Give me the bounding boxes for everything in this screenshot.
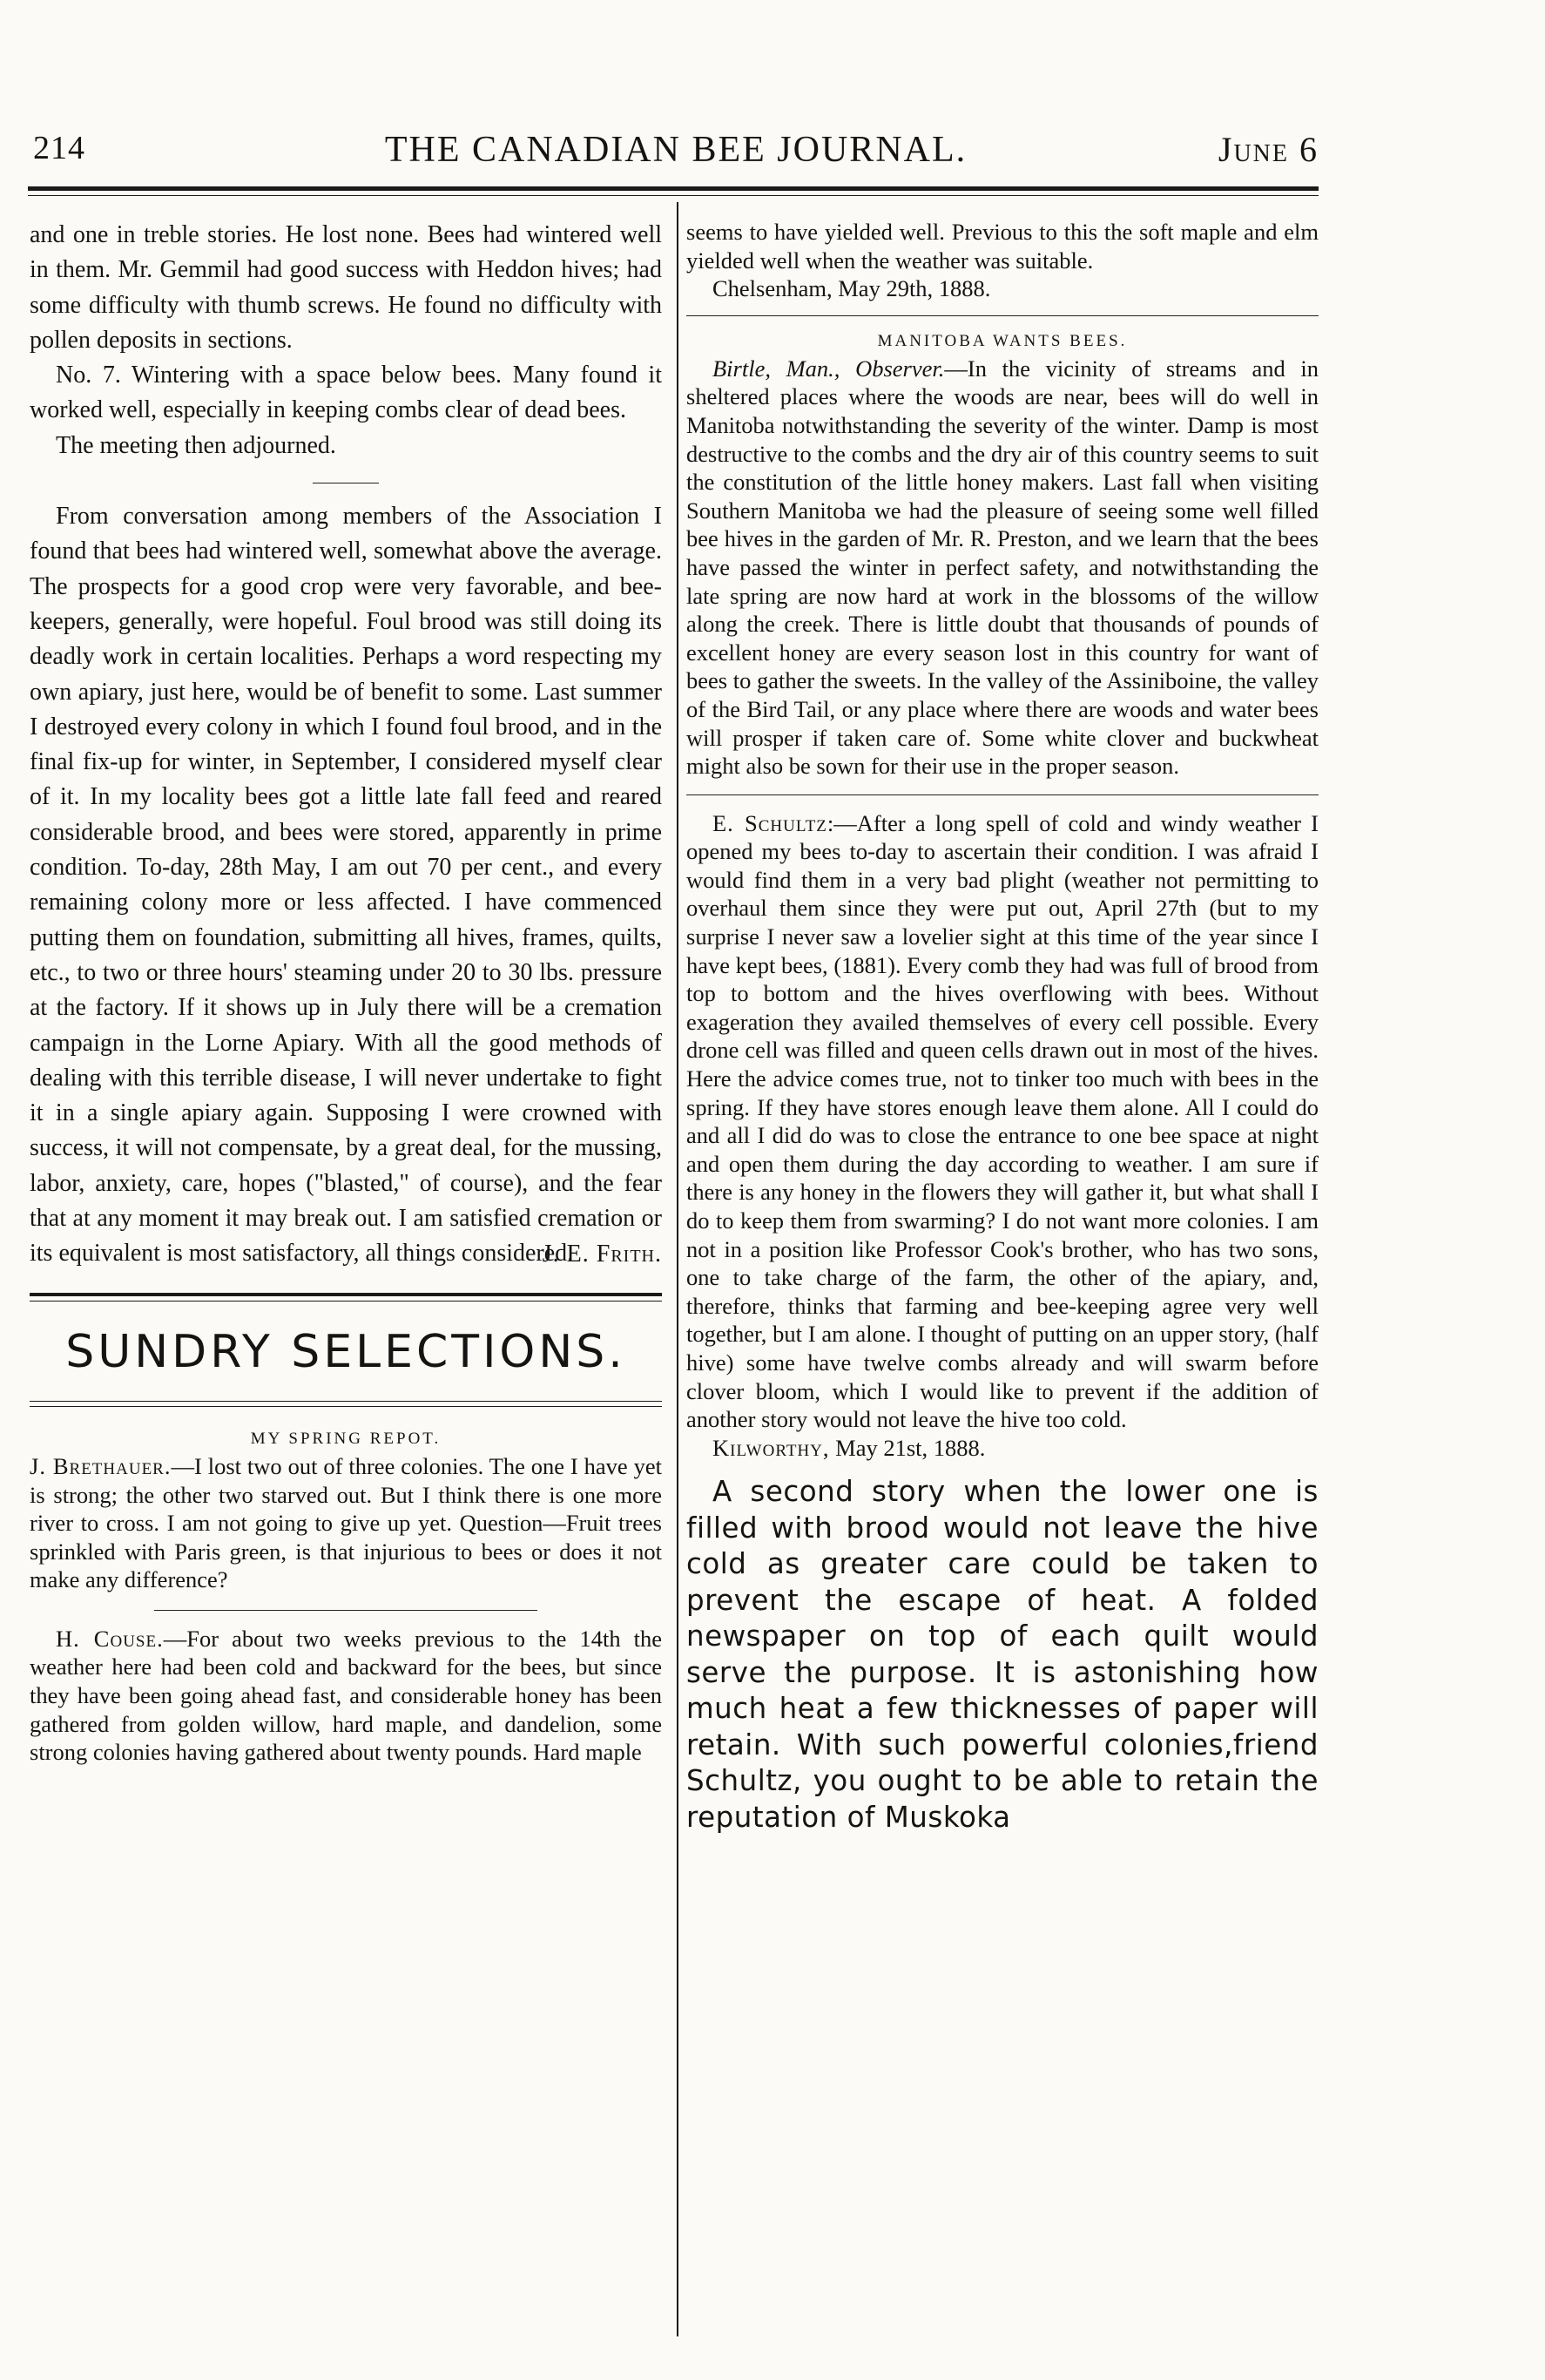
sundry-rule-bottom xyxy=(30,1401,662,1402)
journal-title: THE CANADIAN BEE JOURNAL. xyxy=(384,130,968,170)
letter-divider xyxy=(154,1610,537,1611)
couse-text: —For about two weeks previous to the 14th the weather here had been cold and backward for the bees, but since they have been going ahead fast, and considerable honey has been gathered from golden willow, hard maple, and dandelion, some strong colonies having gathered about twenty pounds. Hard maple xyxy=(30,1625,662,1766)
left-column xyxy=(30,218,662,1767)
spring-report-subhead: MY SPRING REPOT. xyxy=(250,1429,442,1448)
frith-letter-paragraph: From conversation among members of the Association I found that bees had wintered well, somewhat above the average. The prospects for a good crop were very favorable, and bee-keepers, generally, were hopeful. Foul brood was still doing its deadly work in certain localities. Perhaps a word respecting my own apiary, just here, would be of benefit to some. Last summer I destroyed every colony in which I found foul brood, and in the final fix-up for winter, in September, I considered myself clear of it. In my locality bees got a little late fall feed and reared considerable brood, and bees were stored, apparently in prime condition. To-day, 28th May, I am out 70 per cent., and every remaining colony more or less affected. I have commenced putting them on foundation, submitting all hives, frames, quilts, etc., to two or three hours' steaming under 20 to 30 lbs. pressure at the factory. If it shows up in July there will be a cremation campaign in the Lorne Apiary. With all the good methods of dealing with this terrible disease, I will never undertake to fight it in a single apiary again. Supposing I were crowned with success, it will not compensate, by a great deal, for the mussing, labor, anxiety, care, hopes ("blasted," of course), and the fear that at any moment it may break out. I am satisfied cremation or its equivalent is most satisfactory, all things considered. xyxy=(30,503,662,1268)
editor-reply-paragraph: A second story when the lower one is filled with brood would not leave the hive cold as greater care could be taken to prevent the escape of heat. A folded newspaper on top of each quilt would serve the purpose. It is astonishing how much heat a few thicknesses of paper will retain. With such powerful colonies,friend Schultz, you ought to be able to retain the reputation of Muskoka xyxy=(686,1475,1319,1834)
section-divider xyxy=(686,315,1319,316)
right-column xyxy=(686,218,1319,1836)
sundry-rule-top xyxy=(30,1293,662,1296)
wintering-paragraph: No. 7. Wintering with a space below bees. Many found it worked well, especially in keeping combs clear of dead bees. xyxy=(30,362,662,424)
running-header xyxy=(33,129,1319,172)
header-rule-thin xyxy=(28,195,1319,196)
header-rule-thick xyxy=(28,186,1319,191)
couse-name: H. Couse. xyxy=(56,1625,164,1652)
section-title: SUNDRY SELECTIONS. xyxy=(65,1325,626,1378)
meeting-report-paragraph: and one in treble stories. He lost none. Bees had wintered well in them. Mr. Gemmil had good success with Heddon hives; had some difficulty with thumb screws. He found no difficulty with pollen deposits in sections. xyxy=(30,221,662,354)
chelsenham-signoff: Chelsenham, May 29th, 1888. xyxy=(712,275,991,302)
manitoba-source: Birtle, Man., Observer. xyxy=(712,355,945,382)
manitoba-paragraph xyxy=(686,355,1319,781)
issue-date: June 6 xyxy=(1218,130,1319,169)
brethauer-text: —I lost two out of three colonies. The one I have yet is strong; the other two starved out. But I think there is one more river to cross. I am not going to give up yet. Question—Fruit trees sprinkled with Paris green, is that injurious to bees or does it not make any difference? xyxy=(30,1452,662,1593)
kilworthy-date: May 21st, 1888. xyxy=(835,1434,986,1461)
adjourned-paragraph: The meeting then adjourned. xyxy=(56,431,336,459)
section-divider xyxy=(686,794,1319,795)
sundry-rule-bottom-2 xyxy=(30,1406,662,1407)
brethauer-name: J. Brethauer. xyxy=(30,1452,172,1479)
couse-paragraph xyxy=(30,1625,662,1767)
schultz-text: :—After a long spell of cold and windy weather I opened my bees to-day to ascertain their condition. I was afraid I would find them in a very bad plight (weather not permitting to overhaul them since they were put out, April 27th (but to my surprise I never saw a lovelier sight at this time of the year since I have kept bees, (1881). Every comb they had was full of brood from top to bottom and the hives overflowing with bees. Without exageration they availed themselves of every cell possible. Every drone cell was filled and queen cells drawn out in most of the hives. Here the advice comes true, not to tinker too much with bees in the spring. If they have stores enough leave them alone. All I could do and all I did do was to close the entrance to one bee space at night and open them during the day according to weather. I am sure if there is any honey in the flowers they will gather it, but what shall I do to keep them from swarming? I do not want more colonies. I am not in a position like Professor Cook's brother, who has two sons, one to take charge of the farm, the other of the apiary, and, therefore, thinks that farming and bee-keeping agree very well together, but I am alone. I thought of putting on an upper story, (half hive) some have twelve combs already and will swarm before clover bloom, which I would like to prevent if the addition of another story would not leave the hive too cold. xyxy=(686,809,1319,1433)
kilworthy-signoff xyxy=(686,1434,1319,1463)
brethauer-paragraph xyxy=(30,1452,662,1594)
frith-signature: J. E. Frith. xyxy=(542,1240,662,1268)
schultz-paragraph xyxy=(686,809,1319,1434)
page-number: 214 xyxy=(33,130,85,166)
kilworthy-place: Kilworthy, xyxy=(712,1434,830,1461)
manitoba-text: —In the vicinity of streams and in sheltered places where the woods are near, bees will do well in Manitoba notwithstanding the severity of the winter. Damp is most destructive to the combs and the dry air of this country seems to suit the constitution of the little honey makers. Last fall when visiting Southern Manitoba we had the pleasure of seeing some well filled bee hives in the garden of Mr. R. Preston, and we learn that the bees have passed the winter in perfect safety, and notwithstanding the late spring are now hard at work in the blossoms of the willow along the creek. There is little doubt that thousands of pounds of excellent honey are every season lost in this country for want of bees to gather the sweets. In the valley of the Assiniboine, the valley of the Bird Tail, or any place where there are woods and water bees will prosper if taken care of. Some white clover and buckwheat might also be sown for their use in the proper season. xyxy=(686,355,1319,780)
manitoba-subhead: MANITOBA WANTS BEES. xyxy=(877,331,1128,350)
sundry-rule-top-thin xyxy=(30,1301,662,1302)
column-divider xyxy=(677,202,678,2336)
maple-paragraph: seems to have yielded well. Previous to this the soft maple and elm yielded well when the weather was suitable. xyxy=(686,219,1319,274)
schultz-name: E. Schultz xyxy=(712,809,827,836)
